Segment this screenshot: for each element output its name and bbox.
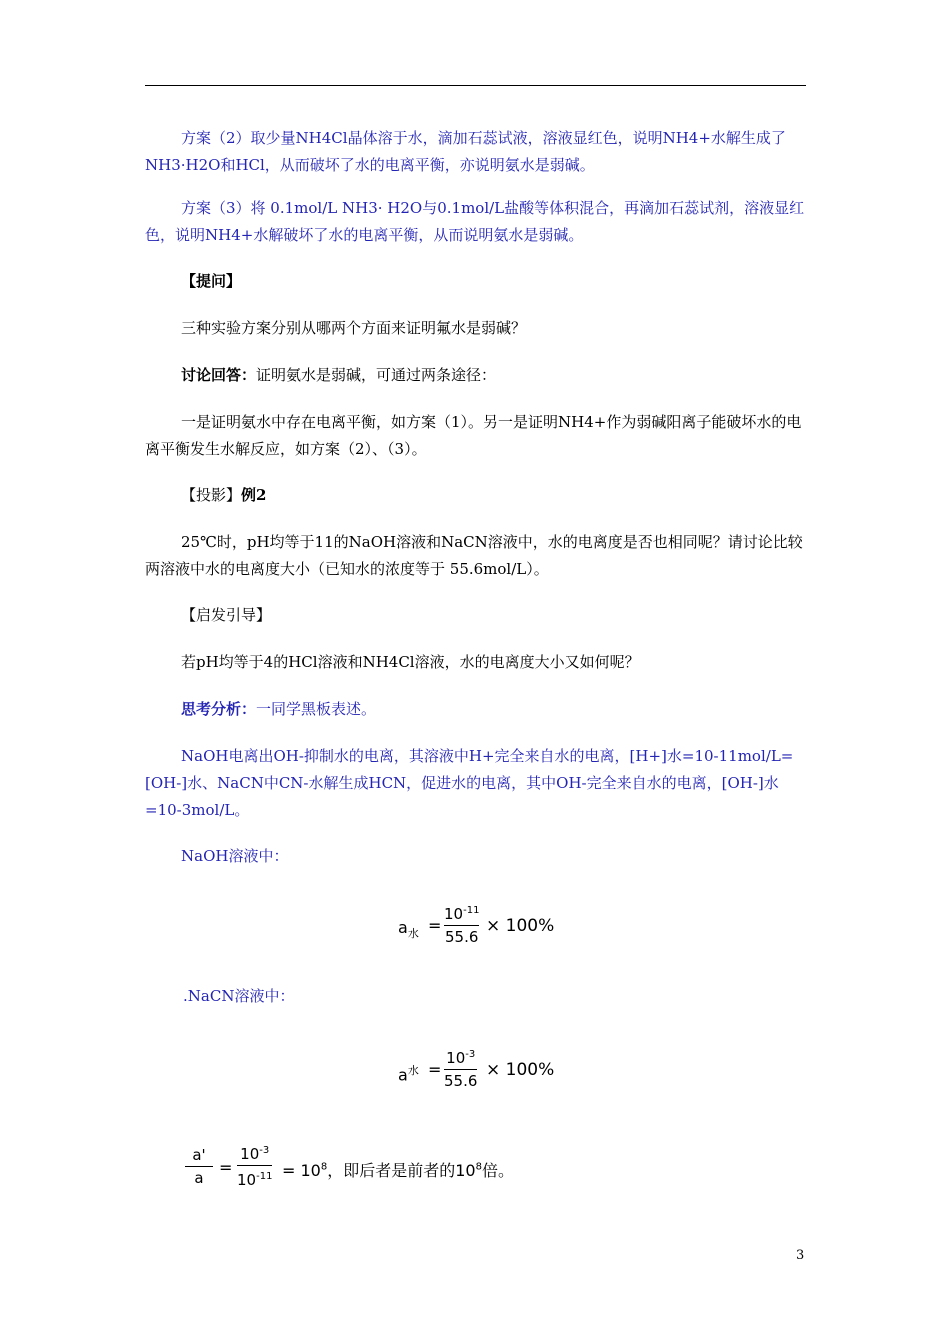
think-line — [145, 696, 806, 723]
naoh-label: NaOH溶液中： — [181, 847, 289, 865]
formula3-ratio-fraction: a' a — [185, 1146, 213, 1187]
formula2-lhs: $a^水$ — [398, 1064, 419, 1085]
formula3-power-fraction: $10^{-3}$ $10^{-11}$ — [237, 1145, 273, 1189]
question-text: 三种实验方案分别从哪两个方面来证明氟水是弱碱？ — [181, 319, 527, 337]
header-rule — [145, 85, 806, 86]
discussion-line — [145, 362, 806, 389]
formula2-equals: = — [428, 1060, 442, 1079]
think-text: 一同学黑板表述。 — [256, 700, 377, 718]
heading-question: 【提问】 — [181, 272, 242, 290]
formula2-fraction: $10^{-3}$ 55.6 — [444, 1049, 478, 1090]
discussion-text: 证明氨水是弱碱，可通过两条途径： — [256, 366, 497, 384]
nacn-label: .NaCN溶液中： — [183, 987, 295, 1005]
formula1-equals: = — [428, 916, 442, 935]
guide-question: 若pH均等于4的HCl溶液和NH4Cl溶液，水的电离度大小又如何呢？ — [181, 653, 640, 671]
paragraph-two-ways: 一是证明氨水中存在电离平衡，如方案（1）。另一是证明NH4+作为弱碱阳离子能破坏水的电离平衡发生水解反应，如方案（2）、（3）。 — [145, 413, 802, 458]
example-label: 例2 — [241, 486, 267, 504]
think-label: 思考分析： — [181, 700, 257, 718]
formula1-fraction: $10^{-11}$ 55.6 — [444, 905, 480, 946]
heading-guide: 【启发引导】 — [181, 606, 272, 624]
formula1-rhs: × 100% — [486, 916, 555, 936]
formula3-result: = $10^8$，即后者是前者的$10^8$倍。 — [282, 1161, 514, 1180]
paragraph-example-2: 25℃时，pH均等于11的NaOH溶液和NaCN溶液中，水的电离度是否也相同呢？请讨论比较两溶液中水的电离度大小（已知水的浓度等于 55.6mol/L）。 — [145, 533, 803, 578]
paragraph-analysis: NaOH电离出OH-抑制水的电离，其溶液中H+完全来自水的电离，[H+]水=10-11mol/L=[OH-]水、NaCN中CN-水解生成HCN，促进水的电离，其中OH-完全来自水的电离，[OH-]水=10-3mol/L。 — [145, 747, 794, 819]
formula2-rhs: × 100% — [486, 1060, 555, 1080]
projection-line — [145, 482, 806, 509]
formula1-lhs: $a_水$ — [398, 918, 419, 941]
formula3-equals-1: = — [219, 1158, 233, 1177]
paragraph-plan-2: 方案（2）取少量NH4Cl晶体溶于水，滴加石蕊试液，溶液显红色，说明NH4+水解生成了NH3·H2O和HCl，从而破坏了水的电离平衡，亦说明氨水是弱碱。 — [145, 129, 786, 174]
discussion-label: 讨论回答： — [181, 366, 257, 384]
page-number: 3 — [796, 1248, 805, 1263]
paragraph-plan-3: 方案（3）将 0.1mol/L NH3· H2O与0.1mol/L盐酸等体积混合，再滴加石蕊试剂，溶液显红色，说明NH4+水解破坏了水的电离平衡，从而说明氨水是弱碱。 — [145, 199, 805, 244]
projection-label: 【投影】 — [181, 486, 242, 504]
